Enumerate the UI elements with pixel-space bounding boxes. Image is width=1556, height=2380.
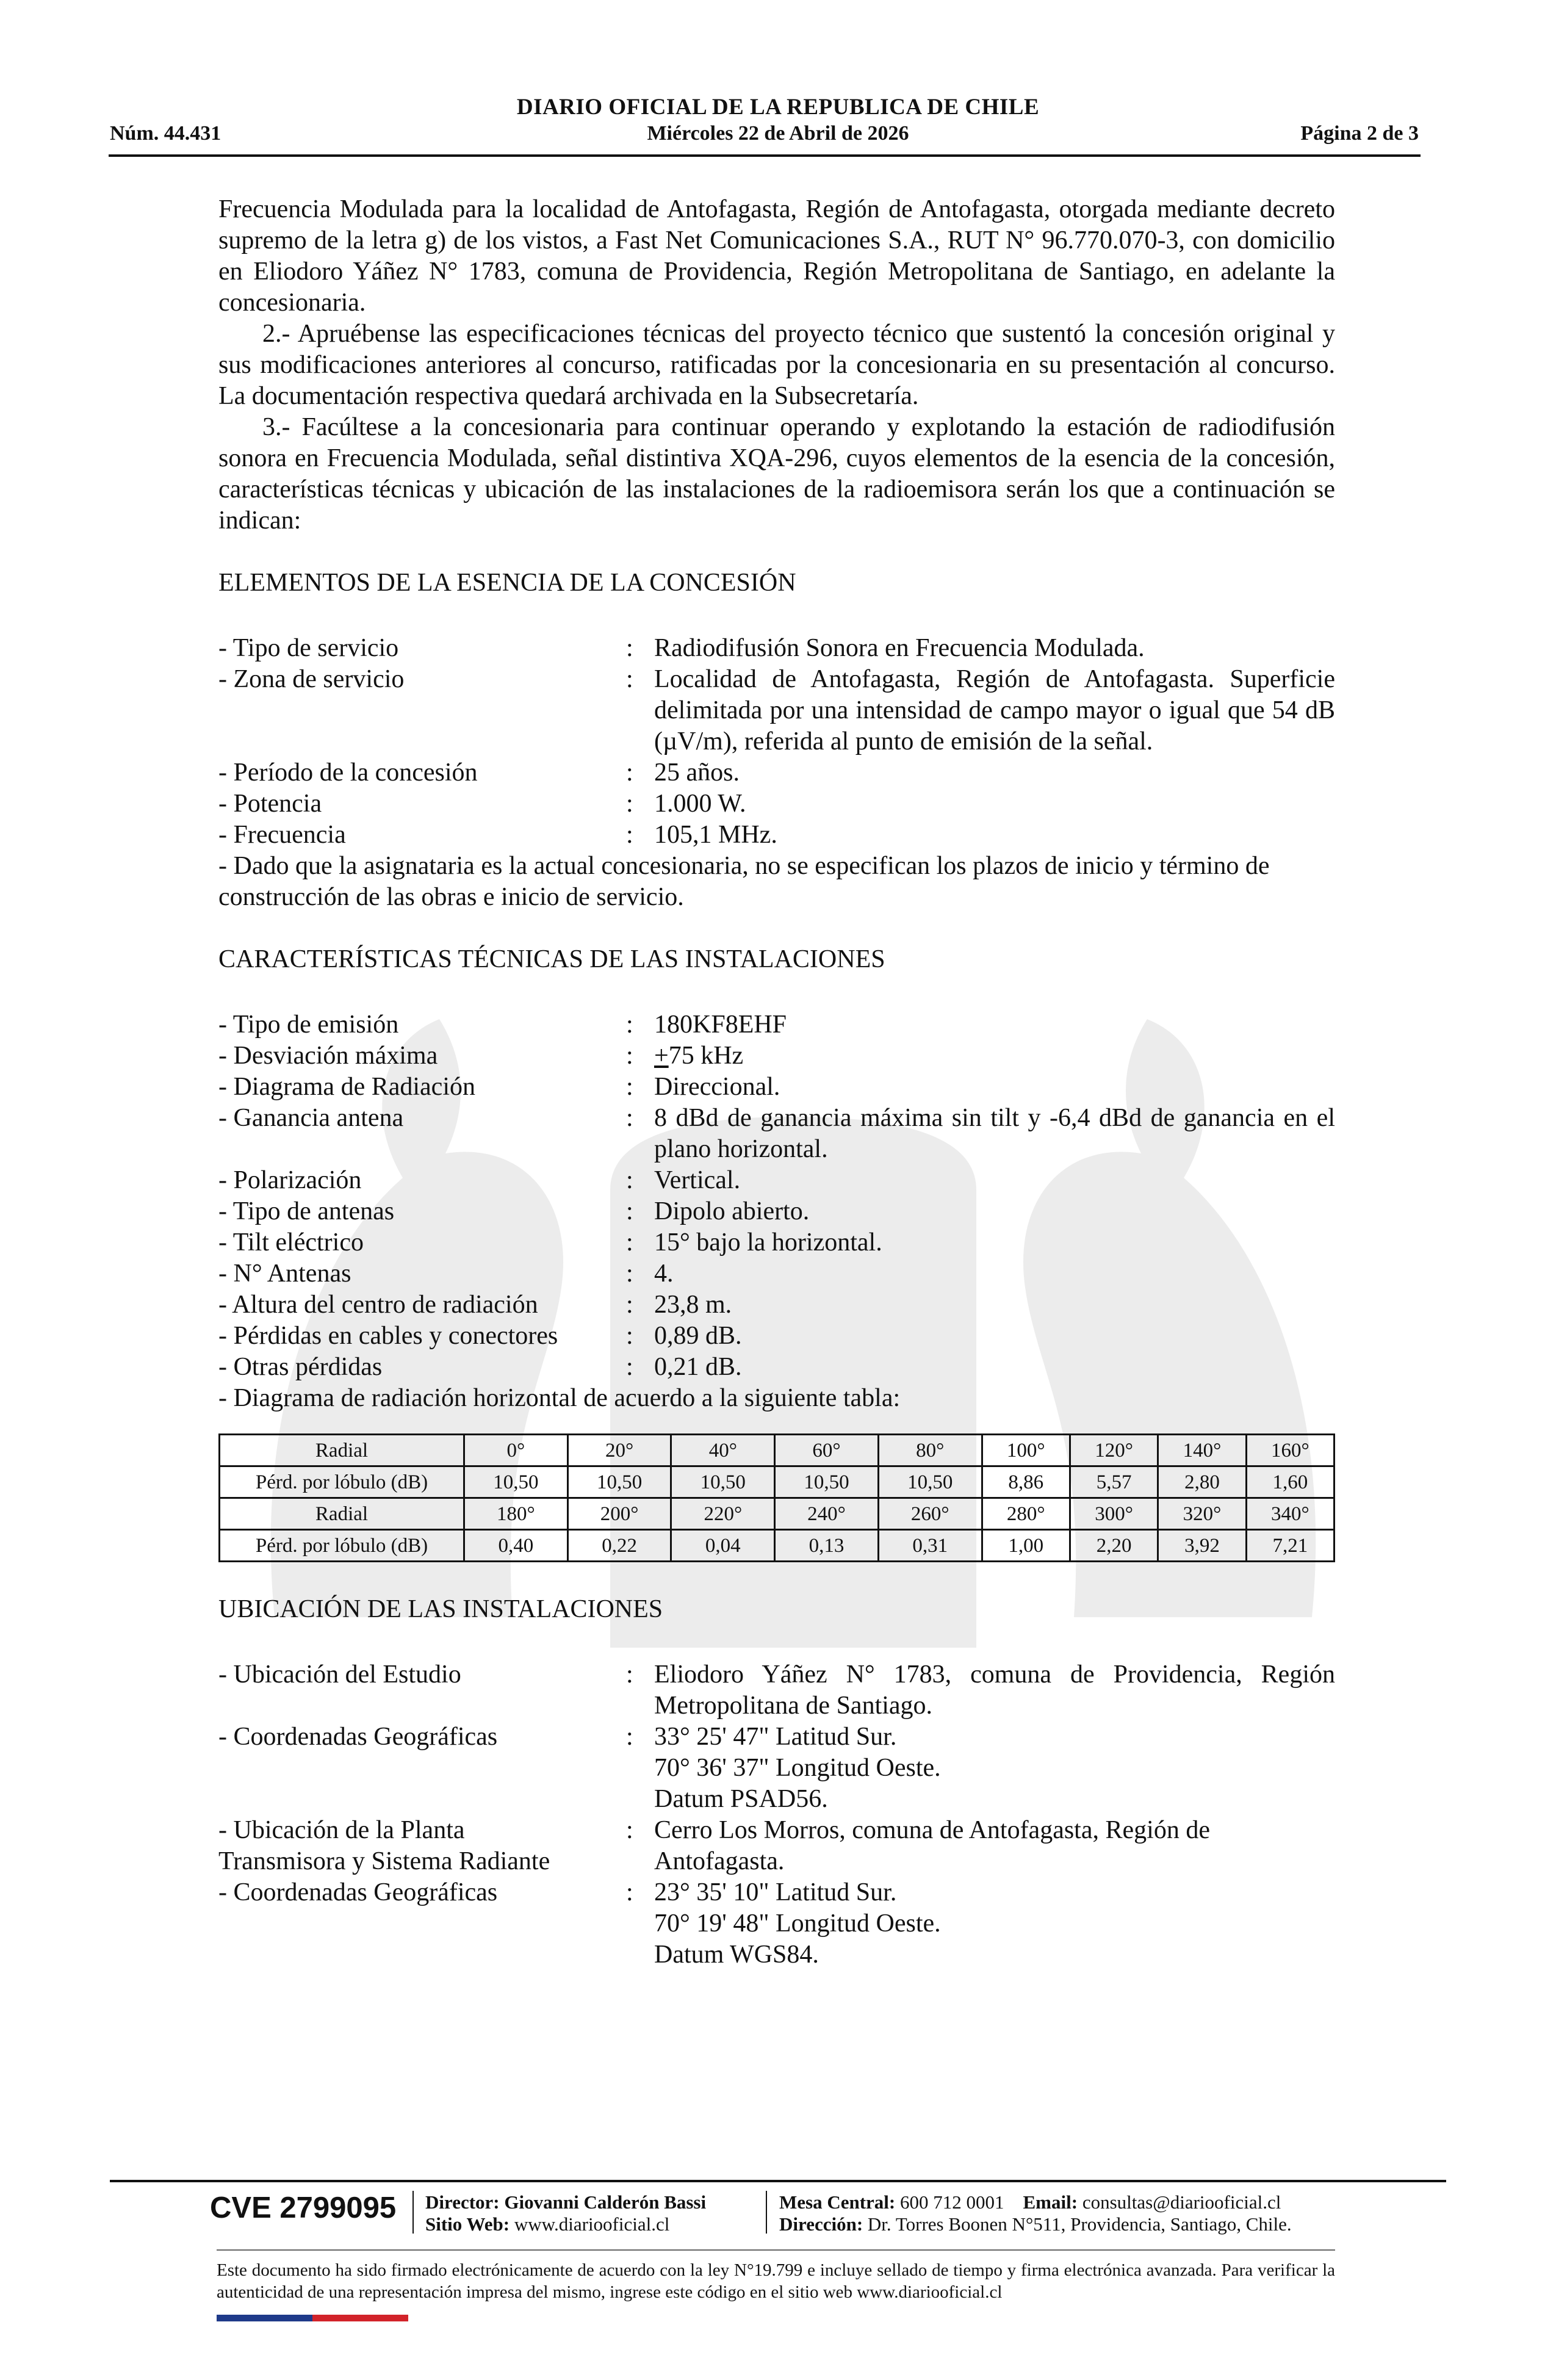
table-cell: 320° (1158, 1498, 1246, 1530)
row-label: - Tipo de antenas (218, 1197, 395, 1225)
table-cell: 240° (775, 1498, 879, 1530)
table-cell: 180° (464, 1498, 568, 1530)
address-text: Dr. Torres Boonen N°511, Providencia, Santiago, Chile. (867, 2213, 1292, 2235)
esencia-row: - Zona de servicio : Localidad de Antofagasta, Región de Antofagasta. Superficie delimitada por una intensidad de campo mayor o igual que 54 dB (µV/m), referida al punto de emisión de la señal. (218, 664, 1335, 757)
row-label: - Ubicación del Estudio (218, 1661, 461, 1689)
esencia-note: - Dado que la asignataria es la actual concesionaria, no se especifican los plazos de inicio y término de construcción de las obras e inicio de servicio. (218, 852, 1270, 911)
section-title-esencia: ELEMENTOS DE LA ESENCIA DE LA CONCESIÓN (218, 569, 796, 597)
section-title-ubicacion: UBICACIÓN DE LAS INSTALACIONES (218, 1595, 663, 1623)
ubicacion-list (218, 1659, 1335, 1971)
diagram-note: - Diagrama de radiación horizontal de acuerdo a la siguiente tabla: (218, 1384, 901, 1412)
table-cell: 20° (567, 1435, 671, 1466)
row-label: - Tilt eléctrico (218, 1228, 364, 1257)
row-value: Cerro Los Morros, comuna de Antofagasta, Región de Antofagasta. (654, 1816, 1210, 1875)
intro-paragraph-1: Frecuencia Modulada para la localidad de Antofagasta, Región de Antofagasta, otorgada mediante decreto supremo de la letra g) de los vistos, a Fast Net Comunicaciones S.A., RUT N° 96.770.070-3, con domicilio en Eliodoro Yáñez N° 1783, comuna de Providencia, Región Metropolitana de Santiago, en adelante la concesionaria. (218, 195, 1335, 317)
row-value: Dipolo abierto. (654, 1197, 810, 1225)
row-value: 1.000 W. (654, 790, 746, 818)
issue-number: Núm. 44.431 (110, 122, 222, 145)
email-link[interactable]: consultas@diariooficial.cl (1082, 2191, 1281, 2213)
table-row (220, 1530, 1334, 1562)
newspaper-title: DIARIO OFICIAL DE LA REPUBLICA DE CHILE (516, 95, 1040, 120)
footer-contact-block (779, 2191, 1292, 2235)
tecnicas-row: - Altura del centro de radiación : 23,8 m. (218, 1289, 1335, 1321)
footer-separator (412, 2191, 414, 2234)
table-cell: 8,86 (982, 1466, 1070, 1498)
esencia-row: - Potencia : 1.000 W. (218, 788, 1335, 820)
tecnicas-row: - Tilt eléctrico : 15° bajo la horizontal. (218, 1227, 1335, 1258)
row-value: 4. (654, 1260, 674, 1288)
table-cell: 10,50 (878, 1466, 982, 1498)
datum: Datum PSAD56. (654, 1785, 828, 1813)
row-value: 23,8 m. (654, 1291, 732, 1319)
row-label: - Otras pérdidas (218, 1353, 383, 1381)
table-cell: 10,50 (671, 1466, 775, 1498)
row-label: - Pérdidas en cables y conectores (218, 1322, 558, 1350)
esencia-row: - Período de la concesión : 25 años. (218, 757, 1335, 788)
tecnicas-row: - Pérdidas en cables y conectores : 0,89 dB. (218, 1321, 1335, 1352)
tecnicas-row: - Tipo de emisión : 180KF8EHF (218, 1009, 1335, 1040)
table-cell: 10,50 (775, 1466, 879, 1498)
table-cell: 80° (878, 1435, 982, 1466)
section-title-tecnicas: CARACTERÍSTICAS TÉCNICAS DE LAS INSTALACIONES (218, 945, 885, 973)
table-cell: 340° (1246, 1498, 1334, 1530)
tecnicas-row: - N° Antenas : 4. (218, 1258, 1335, 1289)
row-label: - Zona de servicio (218, 665, 405, 693)
row-value: Localidad de Antofagasta, Región de Antofagasta. Superficie delimitada por una intensidad de campo mayor o igual que 54 dB (µV/m), referida al punto de emisión de la señal. (654, 665, 1335, 755)
table-cell: 5,57 (1070, 1466, 1158, 1498)
page-indicator: Página 2 de 3 (1300, 122, 1419, 145)
row-label: - Altura del centro de radiación (218, 1291, 538, 1319)
row-value: 25 años. (654, 759, 740, 787)
row-value: 105,1 MHz. (654, 821, 777, 849)
email-label: Email: (1023, 2191, 1078, 2213)
website-label: Sitio Web: (425, 2213, 510, 2235)
address-label: Dirección: (779, 2213, 863, 2235)
table-cell: 2,20 (1070, 1530, 1158, 1562)
latitude: 33° 25' 47" Latitud Sur. (654, 1723, 897, 1751)
row-value: 0,21 dB. (654, 1353, 742, 1381)
table-cell: 100° (982, 1435, 1070, 1466)
table-row-header: Radial (220, 1498, 464, 1530)
issue-date: Miércoles 22 de Abril de 2026 (647, 122, 909, 145)
row-label: - Coordenadas Geográficas (218, 1878, 498, 1906)
row-value: 180KF8EHF (654, 1011, 787, 1039)
esencia-row: - Frecuencia : 105,1 MHz. (218, 820, 1335, 851)
table-cell: 120° (1070, 1435, 1158, 1466)
table-cell: 40° (671, 1435, 775, 1466)
table-cell: 0,40 (464, 1530, 568, 1562)
footer-director-block (425, 2191, 706, 2235)
row-label: Transmisora y Sistema Radiante (218, 1847, 550, 1875)
signature-notice: Este documento ha sido firmado electrónicamente de acuerdo con la ley N°19.799 e incluye sellado de tiempo y firma electrónica avanzada. Para verificar la autenticidad de una representación impresa del mismo, ingrese este código en el sitio web www.diariooficial.cl (217, 2260, 1335, 2302)
table-cell: 10,50 (567, 1466, 671, 1498)
table-cell: 60° (775, 1435, 879, 1466)
row-label: - Polarización (218, 1166, 362, 1194)
longitude: 70° 19' 48" Longitud Oeste. (654, 1909, 941, 1938)
website-link[interactable]: www.diariooficial.cl (514, 2213, 670, 2235)
longitude: 70° 36' 37" Longitud Oeste. (654, 1754, 941, 1782)
table-cell: 0° (464, 1435, 568, 1466)
table-row-header: Radial (220, 1435, 464, 1466)
ubicacion-row: - Ubicación de la Planta Transmisora y Sistema Radiante : Cerro Los Morros, comuna de Antofagasta, Región de Antofagasta. (218, 1815, 1335, 1877)
table-cell: 260° (878, 1498, 982, 1530)
row-label: - Período de la concesión (218, 759, 478, 787)
esencia-list (218, 633, 1335, 851)
table-row (220, 1466, 1334, 1498)
director-label: Director: (425, 2191, 500, 2213)
table-cell: 160° (1246, 1435, 1334, 1466)
row-label: - Ganancia antena (218, 1104, 404, 1132)
row-label: - Desviación máxima (218, 1042, 438, 1070)
row-value: 15° bajo la horizontal. (654, 1228, 882, 1257)
table-cell: 300° (1070, 1498, 1158, 1530)
phone-label: Mesa Central: (779, 2191, 896, 2213)
table-cell: 1,60 (1246, 1466, 1334, 1498)
tecnicas-row: - Ganancia antena : 8 dBd de ganancia máxima sin tilt y -6,4 dBd de ganancia en el plano horizontal. (218, 1103, 1335, 1165)
table-cell: 3,92 (1158, 1530, 1246, 1562)
table-cell: 200° (567, 1498, 671, 1530)
table-row (220, 1435, 1334, 1466)
row-value: 0,89 dB. (654, 1322, 742, 1350)
footer-separator (766, 2191, 767, 2234)
row-value: 8 dBd de ganancia máxima sin tilt y -6,4 dBd de ganancia en el plano horizontal. (654, 1104, 1335, 1163)
radiation-table (218, 1433, 1335, 1562)
row-value: Eliodoro Yáñez N° 1783, comuna de Providencia, Región Metropolitana de Santiago. (654, 1661, 1335, 1720)
ubicacion-row: - Coordenadas Geográficas : 23° 35' 10" Latitud Sur. 70° 19' 48" Longitud Oeste. Datum WGS84. (218, 1877, 1335, 1971)
ubicacion-row: - Ubicación del Estudio : Eliodoro Yáñez N° 1783, comuna de Providencia, Región Metropolitana de Santiago. (218, 1659, 1335, 1722)
esencia-row: - Tipo de servicio : Radiodifusión Sonora en Frecuencia Modulada. (218, 633, 1335, 664)
table-cell: 0,31 (878, 1530, 982, 1562)
row-label: - Diagrama de Radiación (218, 1073, 475, 1101)
row-label: - Tipo de servicio (218, 634, 399, 662)
table-cell: 10,50 (464, 1466, 568, 1498)
intro-paragraph-2: 2.- Apruébense las especificaciones técnicas del proyecto técnico que sustentó la concesión original y sus modificaciones anteriores al concurso, ratificadas por la concesionaria en su presentación al concurso. La documentación respectiva quedará archivada en la Subsecretaría. (218, 320, 1335, 410)
row-value: 75 kHz (668, 1042, 744, 1070)
row-label: - Ubicación de la Planta (218, 1816, 465, 1844)
flag-bar-blue (217, 2315, 312, 2321)
row-value: Radiodifusión Sonora en Frecuencia Modulada. (654, 634, 1145, 662)
row-label: - Tipo de emisión (218, 1011, 399, 1039)
row-label: - Coordenadas Geográficas (218, 1723, 498, 1751)
table-cell: 2,80 (1158, 1466, 1246, 1498)
intro-paragraph-3: 3.- Facúltese a la concesionaria para continuar operando y explotando la estación de radiodifusión sonora en Frecuencia Modulada, señal distintiva XQA-296, cuyos elementos de la esencia de la concesión, características técnicas y ubicación de las instalaciones de la radioemisora serán los que a continuación se indican: (218, 413, 1335, 535)
table-cell: 1,00 (982, 1530, 1070, 1562)
table-cell: 280° (982, 1498, 1070, 1530)
footer-divider (110, 2180, 1446, 2182)
table-cell: 7,21 (1246, 1530, 1334, 1562)
table-cell: 220° (671, 1498, 775, 1530)
table-cell: 0,04 (671, 1530, 775, 1562)
table-row-header: Pérd. por lóbulo (dB) (220, 1466, 464, 1498)
flag-bar-red (312, 2315, 408, 2321)
tecnicas-row: - Polarización : Vertical. (218, 1165, 1335, 1196)
latitude: 23° 35' 10" Latitud Sur. (654, 1878, 897, 1906)
row-label: - Frecuencia (218, 821, 346, 849)
table-row-header: Pérd. por lóbulo (dB) (220, 1530, 464, 1562)
plus-minus-sign: + (654, 1042, 669, 1070)
table-cell: 140° (1158, 1435, 1246, 1466)
table-row (220, 1498, 1334, 1530)
ubicacion-row: - Coordenadas Geográficas : 33° 25' 47" Latitud Sur. 70° 36' 37" Longitud Oeste. Datum PSAD56. (218, 1722, 1335, 1815)
tecnicas-row: - Otras pérdidas : 0,21 dB. (218, 1352, 1335, 1383)
header-divider (109, 154, 1421, 157)
cve-code: CVE 2799095 (210, 2191, 397, 2224)
tecnicas-row: - Desviación máxima : +75 kHz (218, 1040, 1335, 1072)
document-body (218, 194, 1335, 1971)
tecnicas-row: - Tipo de antenas : Dipolo abierto. (218, 1196, 1335, 1227)
table-cell: 0,13 (775, 1530, 879, 1562)
tecnicas-row: - Diagrama de Radiación : Direccional. (218, 1072, 1335, 1103)
datum: Datum WGS84. (654, 1941, 819, 1969)
phone-number: 600 712 0001 (900, 2191, 1004, 2213)
footer-thin-divider (217, 2249, 1335, 2251)
row-label: - N° Antenas (218, 1260, 351, 1288)
row-value: Direccional. (654, 1073, 780, 1101)
table-cell: 0,22 (567, 1530, 671, 1562)
row-value: Vertical. (654, 1166, 741, 1194)
tecnicas-list (218, 1009, 1335, 1383)
director-name: Giovanni Calderón Bassi (504, 2191, 707, 2213)
row-label: - Potencia (218, 790, 322, 818)
